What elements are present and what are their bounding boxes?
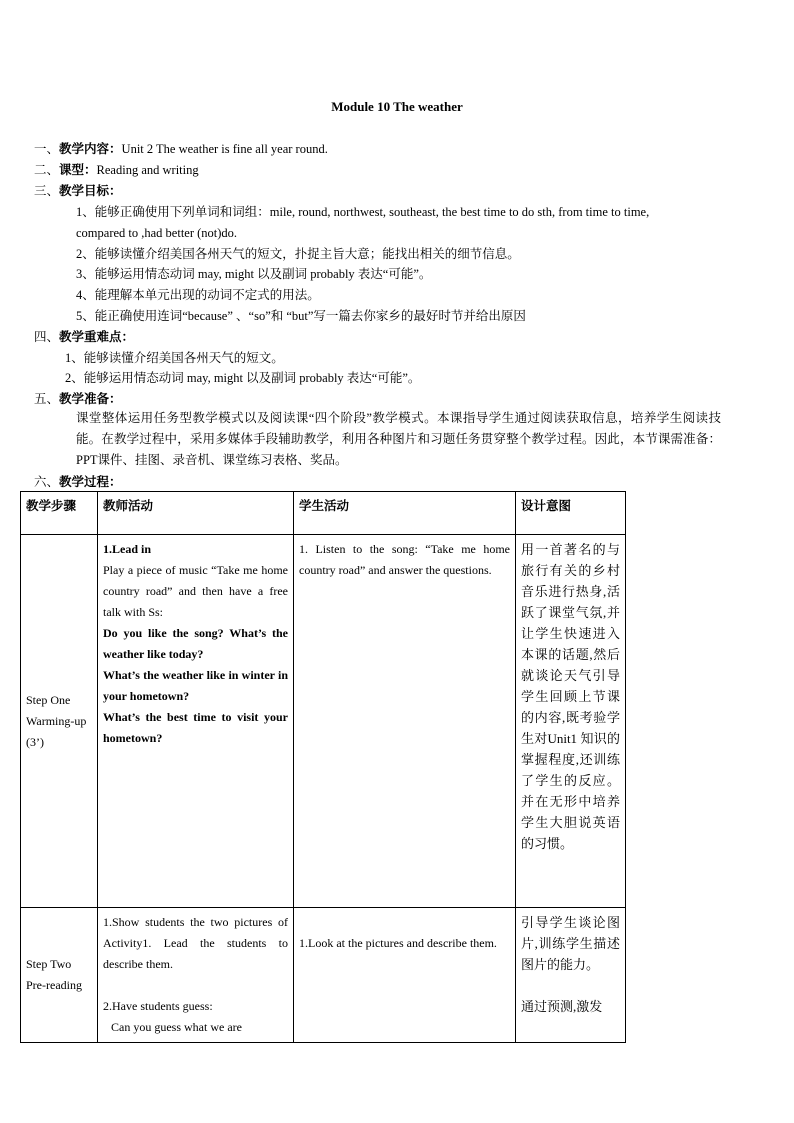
header-teacher: 教师活动 [98, 492, 294, 535]
section-process: 六、教学过程： [34, 475, 122, 489]
step-cell: Step Two Pre-reading [21, 908, 98, 1043]
section-text: Reading and writing [96, 163, 199, 177]
key-point-item: 1、能够读懂介绍美国各州天气的短文。 [65, 351, 284, 365]
section-lesson-type: 二、课型：Reading and writing [34, 163, 199, 177]
process-table [20, 491, 626, 1043]
section-number: 五、 [34, 392, 60, 406]
objective-item: 5、能正确使用连词“because” 、“so”和 “but”写一篇去你家乡的最好时节并给出原因 [76, 309, 526, 323]
objective-item: 4、能理解本单元出现的动词不定式的用法。 [76, 288, 320, 302]
teacher-activity-cell [98, 535, 294, 908]
step-cell: Step One Warming-up (3’) [21, 535, 98, 908]
section-content: 一、教学内容：Unit 2 The weather is fine all year round. [34, 142, 328, 156]
table-row [21, 908, 626, 1043]
activity-text: 1.Look at the pictures and describe them. [299, 936, 497, 950]
table-header-row [21, 492, 626, 535]
section-text: Unit 2 The weather is fine all year round. [121, 142, 328, 156]
objective-item: 2、能够读懂介绍美国各州天气的短文，扑捉主旨大意；能找出相关的细节信息。 [76, 247, 520, 261]
activity-text: Can you guess what we are [111, 1020, 242, 1034]
activity-question: Do you like the song? What’s the weather like today? [103, 626, 288, 661]
section-number: 二、 [34, 163, 60, 177]
section-label: 教学准备 [59, 392, 110, 406]
section-label: 教学目标 [59, 184, 110, 198]
section-number: 六、 [34, 475, 60, 489]
intent-text: 引导学生谈论图片,训练学生描述图片的能力。 [521, 915, 620, 972]
header-intent: 设计意图 [516, 492, 626, 535]
activity-text: Play a piece of music “Take me home country road” and then have a free talk with Ss: [103, 563, 288, 619]
section-label: 教学过程 [59, 475, 110, 489]
design-intent-cell: 用一首著名的与旅行有关的乡村音乐进行热身,活跃了课堂气氛,并让学生快速进入本课的话题,然后就谈论天气引导学生回顾上节课的内容,既考验学生对Unit1 知识的掌握程度,还训练了学生的反应。并在无形中培养学生大胆说英语的习惯。 [516, 535, 626, 908]
section-key-points: 四、教学重难点： [34, 330, 135, 344]
section-number: 一、 [34, 142, 60, 156]
document-title: Module 10 The weather [331, 99, 463, 114]
section-label: 课型 [59, 163, 85, 177]
teacher-activity-cell [98, 908, 294, 1043]
objective-item: 1、能够正确使用下列单词和词组：mile, round, northwest, southeast, the best time to do sth, from time to time, [76, 205, 650, 219]
activity-text: 2.Have students guess: [103, 999, 213, 1013]
preparation-paragraph: 课堂整体运用任务型教学模式以及阅读课“四个阶段”教学模式。本课指导学生通过阅读获取信息，培养学生阅读技能。在教学过程中，采用多媒体手段辅助教学，利用各种图片和习题任务贯穿整个教学过程。因此，本节课需准备：PPT课件、挂图、录音机、课堂练习表格、奖品。 [76, 411, 721, 467]
design-intent-cell [516, 908, 626, 1043]
objective-item: compared to ,had better (not)do. [76, 226, 238, 240]
activity-text: 1.Show students the two pictures of Activity1. Lead the students to describe them. [103, 915, 288, 971]
objective-item: 3、能够运用情态动词 may, might 以及副词 probably 表达“可能”。 [76, 267, 432, 281]
section-label: 教学内容 [59, 142, 110, 156]
section-preparation: 五、教学准备： [34, 392, 122, 406]
student-activity-cell [294, 908, 516, 1043]
section-objectives: 三、教学目标： [34, 184, 122, 198]
activity-title: 1.Lead in [103, 542, 152, 556]
activity-question: What’s the best time to visit your hometown? [103, 710, 288, 745]
activity-question: What’s the weather like in winter in your hometown? [103, 668, 288, 703]
key-point-item: 2、能够运用情态动词 may, might 以及副词 probably 表达“可能”。 [65, 371, 421, 385]
section-label: 教学重难点 [59, 330, 122, 344]
intent-text: 通过预测,激发 [521, 999, 603, 1014]
student-activity-cell: 1. Listen to the song: “Take me home country road” and answer the questions. [294, 535, 516, 908]
header-student: 学生活动 [294, 492, 516, 535]
section-number: 四、 [34, 330, 60, 344]
header-step: 教学步骤 [21, 492, 98, 535]
section-number: 三、 [34, 184, 60, 198]
table-row [21, 535, 626, 908]
